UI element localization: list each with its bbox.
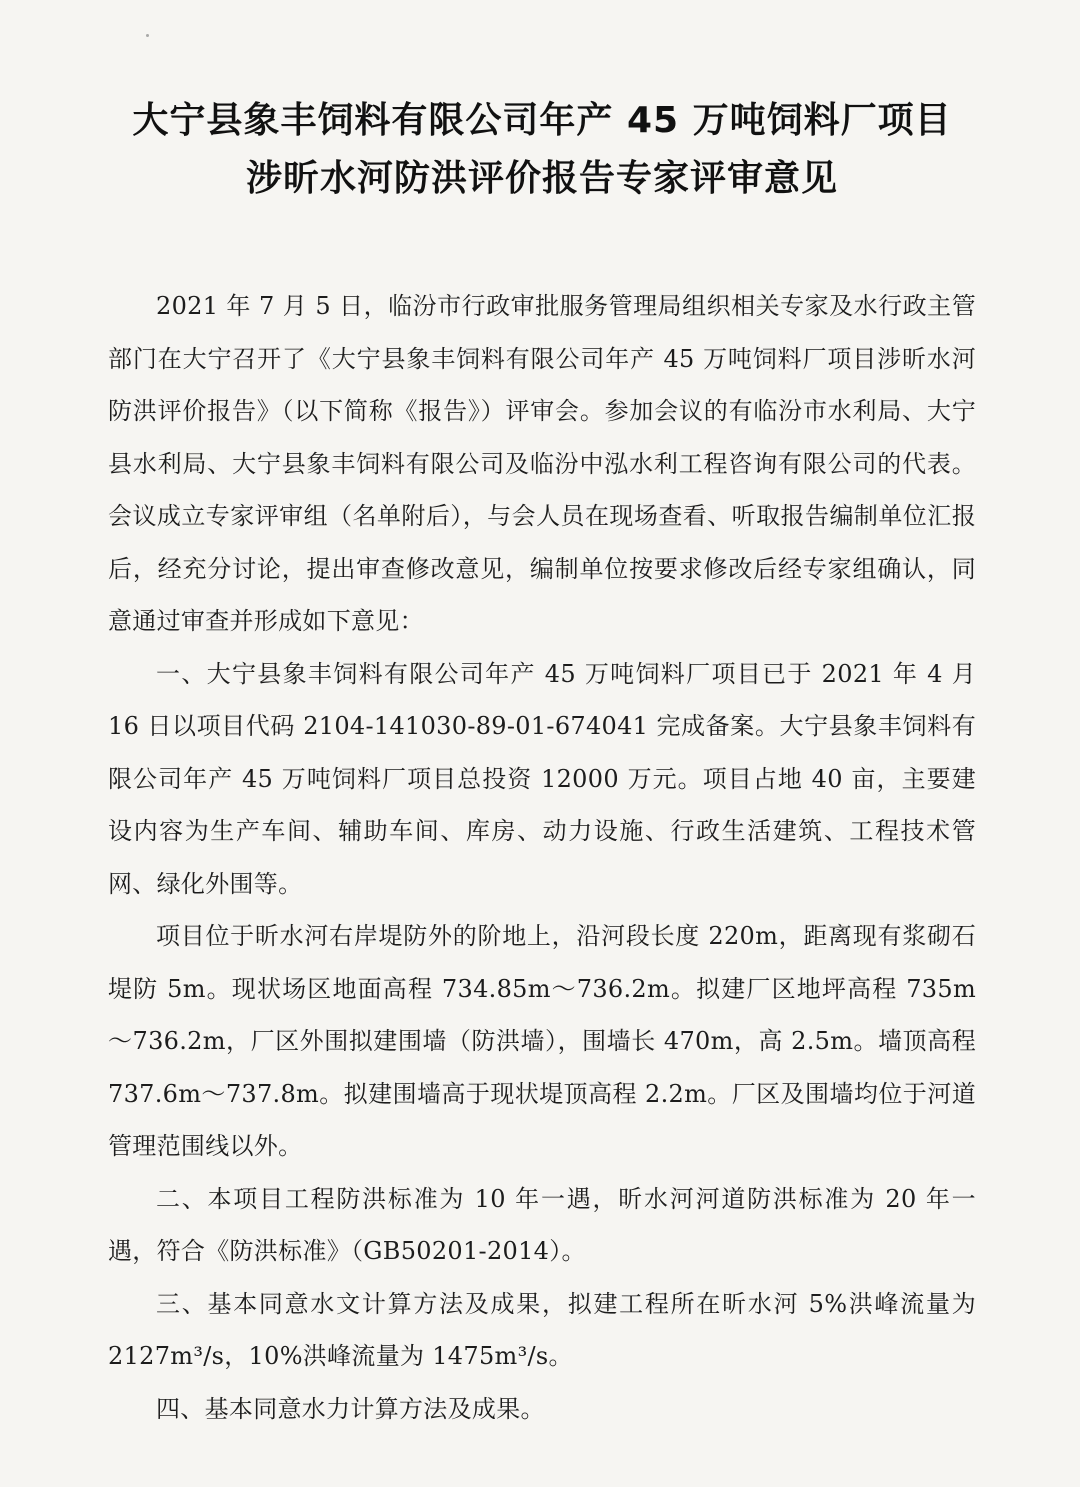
title-line-2: 涉昕水河防洪评价报告专家评审意见: [245, 158, 838, 199]
title-line-1: 大宁县象丰饲料有限公司年产 45 万吨饲料厂项目: [132, 100, 952, 141]
scan-speck: [146, 34, 149, 37]
document-body: [108, 280, 976, 1435]
paragraph-opinion-3: 三、基本同意水文计算方法及成果，拟建工程所在昕水河 5%洪峰流量为 2127m³/s，10%洪峰流量为 1475m³/s。: [108, 1289, 976, 1370]
paragraph-opinion-2: 二、本项目工程防洪标准为 10 年一遇，昕水河河道防洪标准为 20 年一遇，符合《防洪标准》（GB50201-2014）。: [108, 1184, 976, 1265]
paragraph-opinion-1: 一、大宁县象丰饲料有限公司年产 45 万吨饲料厂项目已于 2021 年 4 月 16 日以项目代码 2104-141030-89-01-674041 完成备案。大宁县象丰饲料有限公司年产 45 万吨饲料厂项目总投资 12000 万元。项目占地 40 亩，主要建设内容为生产车间、辅助车间、库房、动力设施、行政生活建筑、工程技术管网、绿化外围等。: [108, 659, 976, 898]
paragraph-opinion-4: 四、基本同意水力计算方法及成果。: [156, 1394, 545, 1423]
paragraph-meeting-intro: 2021 年 7 月 5 日，临汾市行政审批服务管理局组织相关专家及水行政主管部门在大宁召开了《大宁县象丰饲料有限公司年产 45 万吨饲料厂项目涉昕水河防洪评价报告》（以下简称《报告》）评审会。参加会议的有临汾市水利局、大宁县水利局、大宁县象丰饲料有限公司及临汾中泓水利工程咨询有限公司的代表。会议成立专家评审组（名单附后），与会人员在现场查看、听取报告编制单位汇报后，经充分讨论，提出审查修改意见，编制单位按要求修改后经专家组确认，同意通过审查并形成如下意见：: [108, 292, 976, 635]
document-title: [108, 92, 976, 208]
paragraph-project-location: 项目位于昕水河右岸堤防外的阶地上，沿河段长度 220m，距离现有浆砌石堤防 5m。现状场区地面高程 734.85m～736.2m。拟建厂区地坪高程 735m～736.2m，厂区外围拟建围墙（防洪墙），围墙长 470m，高 2.5m。墙顶高程 737.6m～737.8m。拟建围墙高于现状堤顶高程 2.2m。厂区及围墙均位于河道管理范围线以外。: [108, 922, 976, 1160]
